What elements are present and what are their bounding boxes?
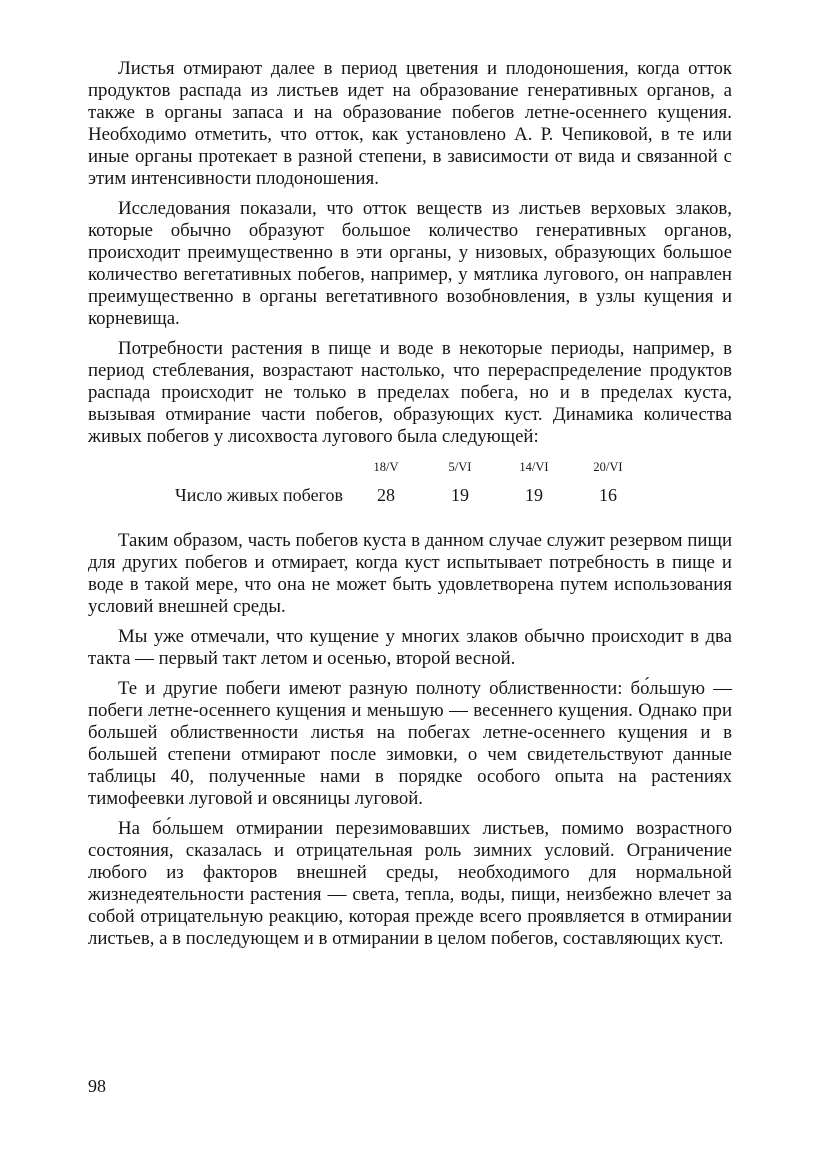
paragraph-2: Исследования показали, что отток веществ из листьев верховых злаков, которые обычно образуют большое количество генеративных органов, происходит преимущественно в эти органы, у низовых, образующих большое количество вегетативных побегов, например, у мятлика лугового, он направлен преимущественно в органы вегетативного возобновления, в узлы кущения и корневища. — [88, 198, 732, 329]
table-header-date: 18/V — [373, 460, 399, 474]
table-cell: 19 — [525, 485, 543, 505]
paragraph-5: Мы уже отмечали, что кущение у многих злаков обычно происходит в два такта — первый такт летом и осенью, второй весной. — [88, 626, 732, 669]
table-header-date: 20/VI — [593, 460, 623, 474]
paragraph-4: Таким образом, часть побегов куста в данном случае служит резервом пищи для других побегов и отмирает, когда куст испытывает потребность в пище и воде в такой мере, что она не может быть удовлетворена путем использования условий внешней среды. — [88, 530, 732, 617]
paragraph-7: На бо́льшем отмирании перезимовавших листьев, помимо возрастного состояния, сказалась и отрицательная роль зимних условий. Ограничение любого из факторов внешней среды, необходимого для нормальной жизнедеятельности растения — света, тепла, воды, пищи, неизбежно влечет за собой отрицательную реакцию, которая прежде всего проявляется в отмирании листьев, а в последующем и в отмирании в целом побегов, составляющих куст. — [88, 818, 732, 949]
shoots-dynamics-table — [88, 456, 645, 506]
table-header-date: 14/VI — [519, 460, 549, 474]
table-cell: 19 — [451, 485, 469, 505]
table-cell: 28 — [377, 485, 395, 505]
table-corner — [88, 456, 349, 484]
table-cell: 16 — [599, 485, 617, 505]
page-body — [88, 58, 732, 958]
table-row — [88, 484, 645, 506]
table-header-row — [88, 456, 645, 484]
paragraph-1: Листья отмирают далее в период цветения и плодоношения, когда отток продуктов распада из листьев идет на образование генеративных органов, а также в органы запаса и на образование побегов летне-осеннего кущения. Необходимо отметить, что отток, как установлено А. Р. Чепиковой, в те или иные органы протекает в разной степени, в зависимости от вида и связанной с этим интенсивности плодоношения. — [88, 58, 732, 189]
table-header-date: 5/VI — [448, 460, 472, 474]
table-row-label: Число живых побегов — [175, 485, 343, 505]
page-number: 98 — [88, 1076, 106, 1096]
paragraph-3: Потребности растения в пище и воде в некоторые периоды, например, в период стеблевания, возрастают настолько, что перераспределение продуктов распада происходит не только в пределах побега, но и в пределах куста, вызывая отмирание части побегов, образующих куст. Динамика количества живых побегов у лисохвоста лугового была следующей: — [88, 338, 732, 447]
paragraph-6: Те и другие побеги имеют разную полноту облиственности: бо́льшую — побеги летне-осеннего кущения и меньшую — весеннего кущения. Однако при большей облиственности листья на побегах летне-осеннего кущения и в большей степени отмирают после зимовки, о чем свидетельствуют данные таблицы 40, полученные нами в порядке особого опыта на растениях тимофеевки луговой и овсяницы луговой. — [88, 678, 732, 809]
